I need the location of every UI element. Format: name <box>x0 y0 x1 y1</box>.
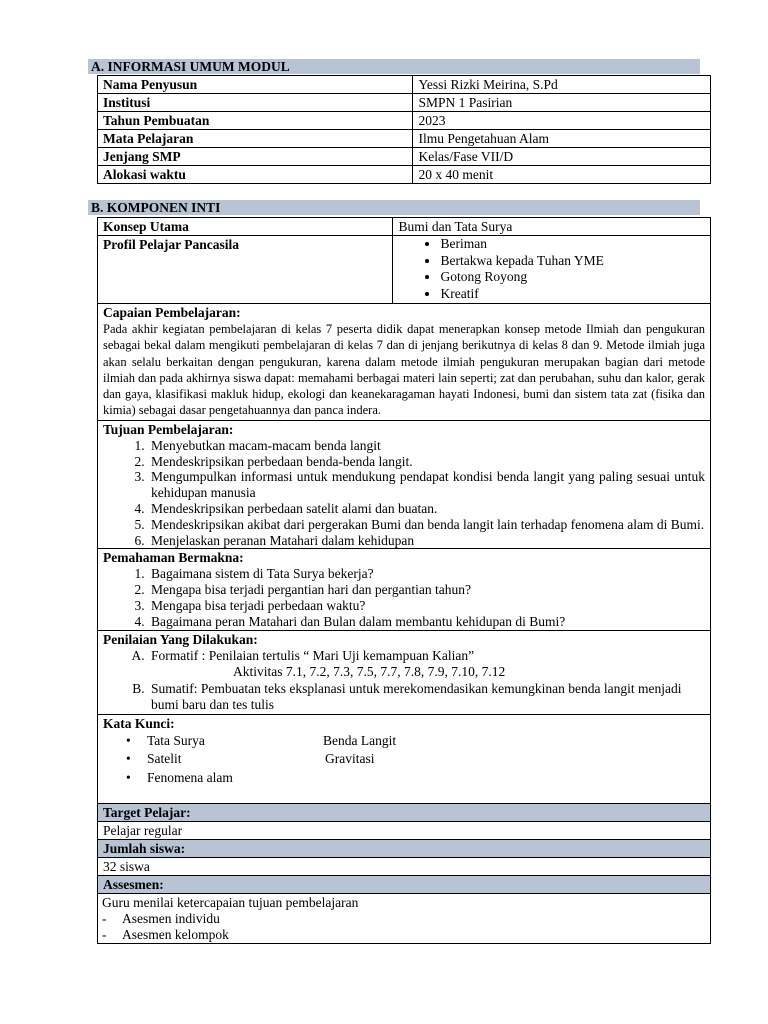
list-item: • Bertakwa kepada Tuhan YME <box>440 253 705 270</box>
info-label: Mata Pelajaran <box>98 130 413 148</box>
capaian-text: Pada akhir kegiatan pembelajaran di kelas 7 peserta didik dapat menerapkan konsep metode Ilmiah dan pengukuran sebagai bekal dalam mengikuti pembelajaran di kelas 7 dan di jenjang berikutnya di kelas 8 dan 9. Metode ilmiah juga akan selalu berkaitan dengan pengukuran, karena dalam metode ilmiah pengukuran merupakan bagian dari metode ilmiah dan pada akhirnya siswa dapat: memahami berbagai materi lain seperti; zat dan perubahan, suhu dan kalor, gerak dan gaya, klasifikasi makluk hidup, ekologi dan keanekaragaman hayati Indonesi, bumi dan sistem tata zat (fisika dan kimia) sebagai dasar pengetahuannya dan panca indera. <box>103 322 705 418</box>
list-item: • Kreatif <box>440 286 705 303</box>
konsep-value: Bumi dan Tata Surya <box>393 218 711 236</box>
info-row <box>98 130 711 148</box>
kata-kunci-list <box>103 732 705 788</box>
keyword: Benda Langit <box>323 732 397 748</box>
info-label: Tahun Pembuatan <box>98 112 413 130</box>
section-b-title: B. KOMPONEN INTI <box>88 200 700 215</box>
list-item: 6. Menjelaskan peranan Matahari dalam kehidupan <box>148 533 705 549</box>
info-row <box>98 148 711 166</box>
list-item <box>103 769 705 788</box>
keyword: Gravitasi <box>325 751 375 767</box>
profil-list <box>398 236 705 302</box>
list-item: 4. Bagaimana peran Matahari dan Bulan dalam membantu kehidupan di Bumi? <box>148 614 705 630</box>
profil-label: Profil Pelajar Pancasila <box>98 236 393 304</box>
list-item: 5. Mendeskripsikan akibat dari pergerakan Bumi dan benda langit lain terhadap fenomena alam di Bumi. <box>148 517 705 533</box>
capaian-title: Capaian Pembelajaran: <box>103 305 241 320</box>
list-item <box>102 927 705 943</box>
info-row <box>98 166 711 184</box>
tujuan-title: Tujuan Pembelajaran: <box>103 421 234 437</box>
info-value: Kelas/Fase VII/D <box>413 148 711 166</box>
list-item <box>103 750 705 769</box>
jumlah-title: Jumlah siswa: <box>98 839 711 857</box>
kata-kunci-title: Kata Kunci: <box>103 715 175 731</box>
list-item: 2. Mendeskripsikan perbedaan benda-benda langit. <box>148 454 705 470</box>
dash-marker: - <box>102 910 107 926</box>
bullet-icon: • <box>126 732 131 748</box>
asesmen-item: Asesmen individu <box>122 910 220 926</box>
info-label: Nama Penyusun <box>98 76 413 94</box>
list-item: • Gotong Royong <box>440 269 705 286</box>
list-item: B. Sumatif: Pembuatan teks eksplanasi untuk merekomendasikan kemungkinan benda langit menjadi bumi baru dan tes tulis <box>148 681 705 714</box>
pemahaman-list <box>103 566 705 629</box>
section-a-title: A. INFORMASI UMUM MODUL <box>88 59 700 74</box>
info-row <box>98 76 711 94</box>
pemahaman-title: Pemahaman Bermakna: <box>103 550 244 566</box>
jumlah-value: 32 siswa <box>98 857 711 875</box>
target-title: Target Pelajar: <box>98 803 711 821</box>
keyword: Tata Surya <box>147 732 205 748</box>
list-item: 3. Mengapa bisa terjadi perbedaan waktu? <box>148 598 705 614</box>
list-item <box>148 648 705 681</box>
penilaian-list <box>103 648 705 714</box>
info-value: 2023 <box>413 112 711 130</box>
list-item: 1. Menyebutkan macam-macam benda langit <box>148 438 705 454</box>
info-value: Ilmu Pengetahuan Alam <box>413 130 711 148</box>
keyword: Satelit <box>147 751 182 767</box>
dash-marker: - <box>102 926 107 942</box>
target-value: Pelajar regular <box>98 821 711 839</box>
asesmen-intro: Guru menilai ketercapaian tujuan pembelajaran <box>102 894 359 910</box>
keyword: Fenomena alam <box>147 769 233 785</box>
tujuan-list <box>103 438 705 549</box>
list-item: 3. Mengumpulkan informasi untuk mendukung pendapat kondisi benda langit yang paling sesuai untuk kehidupan manusia <box>148 469 705 501</box>
info-row <box>98 94 711 112</box>
asesmen-title: Assesmen: <box>98 875 711 893</box>
info-value: Yessi Rizki Meirina, S.Pd <box>413 76 711 94</box>
info-value: 20 x 40 menit <box>413 166 711 184</box>
bullet-icon: • <box>126 769 131 785</box>
asesmen-item: Asesmen kelompok <box>122 926 229 942</box>
list-item <box>103 732 705 751</box>
list-item: 4. Mendeskripsikan perbedaan satelit alami dan buatan. <box>148 501 705 517</box>
penilaian-title: Penilaian Yang Dilakukan: <box>103 631 258 647</box>
info-label: Alokasi waktu <box>98 166 413 184</box>
info-row <box>98 112 711 130</box>
penilaian-aktivitas: Aktivitas 7.1, 7.2, 7.3, 7.5, 7.7, 7.8, 7.9, 7.10, 7.12 <box>233 664 506 680</box>
list-item: • Beriman <box>440 236 705 253</box>
list-item: 2. Mengapa bisa terjadi pergantian hari dan pergantian tahun? <box>148 582 705 598</box>
info-table <box>97 75 711 184</box>
list-item: 1. Bagaimana sistem di Tata Surya bekerja? <box>148 566 705 582</box>
bullet-icon: • <box>126 751 131 767</box>
info-label: Institusi <box>98 94 413 112</box>
asesmen-list <box>102 911 705 943</box>
penilaian-formatif: Formatif : Penilaian tertulis “ Mari Uji kemampuan Kalian” <box>151 647 475 663</box>
info-value: SMPN 1 Pasirian <box>413 94 711 112</box>
component-table <box>97 217 711 944</box>
info-label: Jenjang SMP <box>98 148 413 166</box>
list-item <box>102 911 705 927</box>
konsep-label: Konsep Utama <box>98 218 393 236</box>
